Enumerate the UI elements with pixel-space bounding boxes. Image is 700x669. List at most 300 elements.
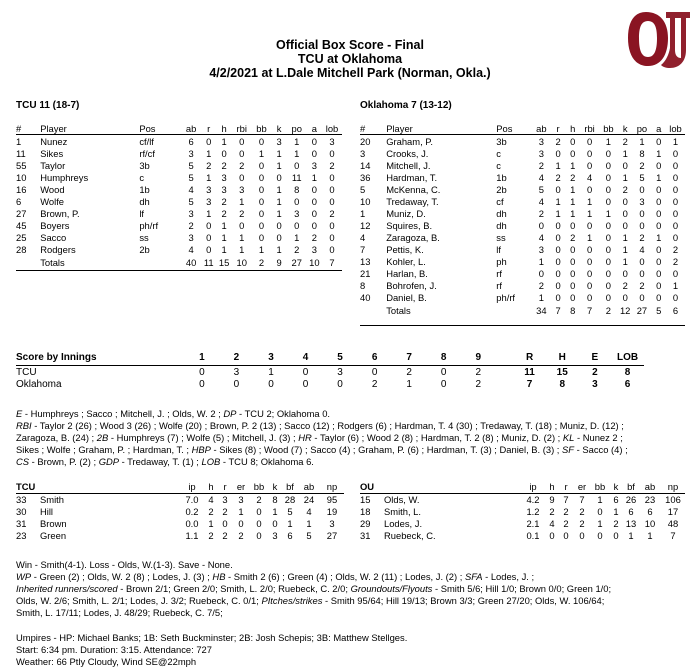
hr-label: HR bbox=[298, 432, 312, 443]
table-cell: 1b bbox=[139, 184, 150, 195]
table-cell: 1 bbox=[206, 148, 212, 159]
table-cell: 2 bbox=[538, 208, 544, 219]
totals-cell: 40 bbox=[185, 257, 197, 268]
table-cell: 0 bbox=[555, 292, 561, 303]
table-cell: 0 bbox=[311, 220, 317, 231]
table-cell: 0 bbox=[586, 244, 593, 255]
line-score-row bbox=[16, 379, 644, 391]
table-cell: 2 bbox=[256, 494, 262, 505]
table-cell: c bbox=[496, 160, 501, 171]
table-cell: 0 bbox=[586, 280, 593, 291]
2b-label: 2B bbox=[96, 432, 109, 443]
ps-text: - Smith 95/64; Hill 19/13; Brown 3/3; Green 27/20; Olds, W. 106/64; bbox=[322, 595, 605, 606]
table-cell: 2 bbox=[555, 136, 561, 147]
table-cell: 0 bbox=[622, 292, 628, 303]
column-header: h bbox=[549, 481, 555, 492]
table-cell: ph/rf bbox=[496, 292, 516, 303]
table-cell: 2 bbox=[221, 160, 227, 171]
table-cell: 0 bbox=[613, 530, 619, 541]
table-cell: 12 bbox=[360, 220, 371, 231]
table-cell: 0 bbox=[586, 160, 593, 171]
table-cell: 1 bbox=[221, 220, 227, 231]
table-cell: Nunez bbox=[40, 136, 68, 147]
table-cell: Zaragoza, B. bbox=[386, 232, 440, 243]
table-cell: 2 bbox=[329, 160, 335, 171]
table-cell: 2 bbox=[208, 506, 214, 517]
table-cell: 1 bbox=[555, 196, 561, 207]
gf-label: Groundouts/Flyouts bbox=[350, 583, 433, 594]
column-header: po bbox=[636, 123, 648, 134]
totals-cell: 10 bbox=[309, 257, 320, 268]
table-cell: Mitchell, J. bbox=[386, 160, 431, 171]
totals-cell: Totals bbox=[40, 257, 65, 268]
table-cell: 0 bbox=[329, 148, 335, 159]
table-cell: 3b bbox=[139, 160, 150, 171]
table-row bbox=[16, 196, 342, 208]
table-cell: 0 bbox=[586, 220, 593, 231]
table-cell: 2.1 bbox=[526, 518, 540, 529]
table-cell: 1 bbox=[276, 160, 282, 171]
cs-text: - Brown, P. (2) ; bbox=[29, 456, 97, 467]
table-cell: 45 bbox=[16, 220, 27, 231]
table-cell: 1 bbox=[287, 518, 293, 529]
table-cell: 2 bbox=[672, 244, 679, 255]
table-cell: 0 bbox=[294, 196, 300, 207]
table-cell: 0 bbox=[329, 196, 335, 207]
pitcher-row bbox=[16, 506, 344, 518]
weather: Weather: 66 Ptly Cloudy, Wind SE@22mph bbox=[16, 656, 197, 667]
column-header: r bbox=[207, 123, 211, 134]
column-header: bb bbox=[256, 123, 267, 134]
column-header: Player bbox=[386, 123, 413, 134]
table-cell: Smith, L. bbox=[384, 506, 421, 517]
table-cell: 1 bbox=[570, 160, 576, 171]
table-cell: 2 bbox=[563, 506, 569, 517]
table-cell: 3 bbox=[329, 518, 335, 529]
table-cell: 11 bbox=[291, 172, 302, 183]
table-cell: 28 bbox=[16, 244, 27, 255]
table-cell: 1 bbox=[221, 244, 227, 255]
away-team-title: TCU 11 (18-7) bbox=[16, 100, 80, 111]
table-cell: 31 bbox=[16, 518, 27, 529]
rhe-header: H bbox=[558, 352, 566, 363]
table-cell: 2 bbox=[639, 280, 645, 291]
table-cell: 0 bbox=[239, 172, 245, 183]
table-cell: 18 bbox=[360, 506, 371, 517]
pitching-notes bbox=[16, 559, 688, 619]
table-cell: 0 bbox=[570, 292, 576, 303]
inning-score: 3 bbox=[337, 367, 343, 378]
game-info bbox=[16, 632, 688, 668]
totals-cell: 7 bbox=[329, 257, 335, 268]
table-cell: 0 bbox=[555, 220, 561, 231]
table-cell: 0 bbox=[238, 518, 244, 529]
table-row bbox=[360, 268, 685, 280]
table-cell: 1 bbox=[239, 196, 245, 207]
table-cell: 8 bbox=[639, 148, 645, 159]
table-cell: 5 bbox=[538, 184, 544, 195]
table-cell: 19 bbox=[326, 506, 338, 517]
table-cell: 0 bbox=[258, 220, 265, 231]
table-cell: 13 bbox=[360, 256, 371, 267]
table-cell: Green bbox=[40, 530, 67, 541]
table-cell: 26 bbox=[625, 494, 637, 505]
table-row bbox=[360, 292, 685, 304]
table-cell: 0 bbox=[672, 148, 679, 159]
table-cell: Muniz, D. bbox=[386, 208, 426, 219]
table-cell: 0 bbox=[570, 280, 576, 291]
table-cell: 1 bbox=[276, 196, 282, 207]
table-cell: 6 bbox=[613, 494, 619, 505]
table-cell: 0 bbox=[329, 172, 335, 183]
table-cell: 4 bbox=[639, 244, 645, 255]
inning-score: 0 bbox=[302, 367, 309, 378]
table-cell: 0 bbox=[656, 220, 662, 231]
inning-header: 1 bbox=[199, 352, 205, 363]
ps-text-cont: Smith, L. 17/11; Lodes, J. 48/29; Ruebeck, C. 7/5; bbox=[16, 607, 223, 618]
table-cell: 1 bbox=[555, 160, 561, 171]
table-cell: 0 bbox=[639, 268, 645, 279]
table-cell: 0 bbox=[555, 268, 561, 279]
table-cell: 1 bbox=[586, 232, 593, 243]
table-cell: 0 bbox=[570, 244, 576, 255]
totals-cell: 10 bbox=[236, 257, 247, 268]
table-cell: dh bbox=[496, 208, 507, 219]
inning-header: 9 bbox=[475, 352, 482, 363]
table-cell: 0 bbox=[579, 530, 585, 541]
table-cell: 0 bbox=[258, 136, 265, 147]
table-cell: 23 bbox=[16, 530, 27, 541]
table-cell: 2 bbox=[639, 160, 645, 171]
table-row bbox=[360, 280, 685, 292]
table-cell: 4 bbox=[188, 184, 194, 195]
table-cell: 0 bbox=[622, 220, 628, 231]
table-cell: Squires, B. bbox=[386, 220, 433, 231]
table-cell: ss bbox=[139, 232, 149, 243]
table-cell: 3 bbox=[188, 232, 194, 243]
table-cell: 3 bbox=[311, 160, 317, 171]
gf-text: - Smith 5/6; Hill 1/0; Brown 0/0; Green 1/0; bbox=[432, 583, 612, 594]
line-score-table bbox=[16, 352, 644, 391]
table-cell: 0 bbox=[276, 232, 282, 243]
table-cell: 0 bbox=[538, 220, 544, 231]
totals-cell: 9 bbox=[276, 257, 282, 268]
table-cell: 0 bbox=[258, 184, 265, 195]
umpires: Umpires - HP: Michael Banks; 1B: Seth Buckminster; 2B: Josh Schepis; 3B: Matthew Stellges. bbox=[16, 632, 408, 643]
cs-label: CS bbox=[16, 456, 30, 467]
table-cell: 0 bbox=[605, 196, 612, 207]
table-cell: 1 bbox=[258, 244, 265, 255]
table-cell: 6 bbox=[647, 506, 653, 517]
table-cell: 8 bbox=[272, 494, 278, 505]
table-cell: 0 bbox=[605, 268, 612, 279]
table-cell: Wood bbox=[40, 184, 65, 195]
table-cell: 0 bbox=[597, 506, 603, 517]
table-cell: Smith bbox=[40, 494, 64, 505]
home-batting-table bbox=[360, 123, 685, 317]
totals-cell bbox=[139, 257, 181, 269]
table-cell: 0 bbox=[555, 184, 561, 195]
table-cell: 1.1 bbox=[185, 530, 199, 541]
column-header: rbi bbox=[236, 123, 247, 134]
table-cell: 17 bbox=[667, 506, 679, 517]
hr-text: - Taylor (6) ; Wood 2 (8) ; Hardman, T. 2 (8) ; Muniz, D. (2) ; bbox=[311, 432, 561, 443]
table-cell: 1 bbox=[276, 148, 282, 159]
inning-score: 2 bbox=[475, 367, 482, 378]
table-cell: 2 bbox=[239, 208, 245, 219]
table-cell: 1 bbox=[597, 494, 603, 505]
table-cell: 1 bbox=[613, 506, 619, 517]
table-cell: rf bbox=[496, 268, 503, 279]
table-cell: 1 bbox=[597, 518, 603, 529]
table-cell: 0 bbox=[222, 518, 228, 529]
inning-score: 2 bbox=[406, 367, 412, 378]
column-header: k bbox=[272, 481, 278, 492]
divider bbox=[16, 365, 644, 366]
line-score-title: Score by Innings bbox=[16, 352, 97, 363]
divider bbox=[360, 325, 685, 326]
table-cell: 2 bbox=[221, 208, 227, 219]
table-cell: 0 bbox=[555, 280, 561, 291]
table-row bbox=[16, 160, 342, 172]
table-cell: 30 bbox=[16, 506, 27, 517]
pitcher-row bbox=[360, 494, 685, 506]
table-cell: 1 bbox=[239, 244, 245, 255]
table-cell: 0 bbox=[639, 220, 645, 231]
report-title: Official Box Score - Final bbox=[276, 38, 424, 52]
table-row bbox=[360, 232, 685, 244]
table-cell: 0 bbox=[570, 256, 576, 267]
table-cell: Sacco bbox=[40, 232, 67, 243]
table-cell: c bbox=[139, 172, 145, 183]
table-cell: Brown bbox=[40, 518, 67, 529]
table-cell: 27 bbox=[326, 530, 338, 541]
table-cell: 1 bbox=[239, 232, 245, 243]
table-cell: Kohler, L. bbox=[386, 256, 426, 267]
table-row bbox=[16, 172, 342, 184]
column-header: Pos bbox=[139, 123, 156, 134]
table-cell: Wolfe bbox=[40, 196, 65, 207]
table-cell: 0 bbox=[656, 244, 662, 255]
totals-cell bbox=[496, 305, 532, 317]
table-row bbox=[360, 148, 685, 160]
table-cell: 1 bbox=[628, 530, 634, 541]
table-cell: 0 bbox=[656, 160, 662, 171]
column-header: ab bbox=[303, 481, 315, 492]
column-header: k bbox=[613, 481, 619, 492]
table-cell: 2b bbox=[496, 184, 507, 195]
table-cell: Sikes bbox=[40, 148, 64, 159]
table-cell: 0 bbox=[597, 530, 603, 541]
column-header: bf bbox=[627, 481, 635, 492]
inning-header: 6 bbox=[371, 352, 378, 363]
table-cell: 0 bbox=[672, 232, 679, 243]
inning-score: 0 bbox=[440, 379, 447, 390]
column-header: lob bbox=[669, 123, 682, 134]
table-cell: 0 bbox=[258, 160, 265, 171]
table-row bbox=[16, 184, 342, 196]
table-cell: 0.2 bbox=[185, 506, 199, 517]
table-row bbox=[360, 136, 685, 148]
table-cell: 2 bbox=[221, 196, 227, 207]
table-cell: 3 bbox=[311, 244, 317, 255]
table-cell: 2 bbox=[538, 160, 544, 171]
table-cell: 25 bbox=[16, 232, 27, 243]
table-row bbox=[16, 220, 342, 232]
rhe-value: 15 bbox=[556, 367, 568, 378]
table-cell: 5 bbox=[188, 160, 194, 171]
table-cell: 0 bbox=[206, 136, 212, 147]
table-cell: 0 bbox=[586, 256, 593, 267]
table-cell: 1 bbox=[221, 232, 227, 243]
table-cell: 0 bbox=[329, 184, 335, 195]
rhe-value: 8 bbox=[559, 379, 565, 390]
table-row bbox=[16, 136, 342, 148]
inning-score: 2 bbox=[371, 379, 378, 390]
column-header: a bbox=[656, 123, 662, 134]
table-cell: 0.0 bbox=[185, 518, 199, 529]
away-pitching-table bbox=[16, 481, 344, 542]
table-cell: 0 bbox=[639, 256, 645, 267]
rhe-header: E bbox=[591, 352, 599, 363]
table-cell: 0 bbox=[605, 184, 612, 195]
inning-score: 0 bbox=[233, 379, 240, 390]
matchup-title: TCU at Oklahoma bbox=[297, 52, 403, 66]
totals-cell: 8 bbox=[570, 305, 576, 316]
table-cell: 7 bbox=[579, 494, 585, 505]
e-label: E bbox=[16, 408, 23, 419]
inning-score: 0 bbox=[268, 379, 274, 390]
inning-score: 1 bbox=[406, 379, 412, 390]
table-cell: 2 bbox=[672, 256, 679, 267]
table-cell: 0 bbox=[329, 232, 335, 243]
table-cell: 1 bbox=[622, 172, 628, 183]
table-cell: 0 bbox=[656, 208, 662, 219]
sfa-label: SFA bbox=[464, 571, 483, 582]
totals-cell: 7 bbox=[555, 305, 561, 316]
column-header: h bbox=[208, 481, 214, 492]
table-cell: 1b bbox=[496, 172, 507, 183]
table-cell: Lodes, J. bbox=[384, 518, 423, 529]
table-cell: 0 bbox=[586, 148, 593, 159]
table-cell: 6 bbox=[287, 530, 293, 541]
table-cell: 1 bbox=[538, 256, 544, 267]
table-cell: 3 bbox=[360, 148, 366, 159]
pitcher-row bbox=[360, 506, 685, 518]
table-cell: 4 bbox=[306, 506, 312, 517]
rbi-text-cont: Zaragoza, B. (24) ; bbox=[16, 432, 95, 443]
table-cell: 3 bbox=[188, 208, 194, 219]
pitcher-row bbox=[360, 518, 685, 530]
sf-label: SF bbox=[562, 444, 575, 455]
table-cell: 14 bbox=[360, 160, 371, 171]
table-cell: 0 bbox=[586, 268, 593, 279]
table-cell: 2 bbox=[549, 506, 555, 517]
column-header: np bbox=[667, 481, 679, 492]
table-cell: Brown, P. bbox=[40, 208, 80, 219]
table-cell: 24 bbox=[303, 494, 315, 505]
table-cell: 4.2 bbox=[526, 494, 540, 505]
table-cell: 0 bbox=[605, 232, 612, 243]
table-cell: 0 bbox=[605, 256, 612, 267]
column-header: ab bbox=[185, 123, 197, 134]
table-cell: 5 bbox=[360, 184, 366, 195]
table-cell: rf/cf bbox=[139, 148, 155, 159]
table-cell: 0 bbox=[555, 148, 561, 159]
table-cell: 6 bbox=[188, 136, 194, 147]
inning-score: 2 bbox=[475, 379, 482, 390]
inning-score: 1 bbox=[268, 367, 274, 378]
totals-row bbox=[16, 257, 342, 269]
table-cell: 0 bbox=[206, 232, 212, 243]
table-cell: 0 bbox=[639, 292, 645, 303]
table-cell: 6 bbox=[628, 506, 634, 517]
table-cell: 0 bbox=[538, 268, 544, 279]
wp-label: WP bbox=[16, 571, 32, 582]
column-header: r bbox=[556, 123, 560, 134]
totals-cell: 15 bbox=[218, 257, 230, 268]
table-cell: 0 bbox=[311, 148, 317, 159]
divider bbox=[16, 270, 342, 271]
inning-score: 0 bbox=[337, 379, 343, 390]
table-cell: 3 bbox=[206, 196, 212, 207]
table-cell: 0 bbox=[276, 220, 282, 231]
table-row bbox=[16, 208, 342, 220]
table-cell: 2 bbox=[570, 232, 576, 243]
table-cell: 1 bbox=[306, 518, 312, 529]
totals-row bbox=[360, 305, 685, 317]
totals-cell bbox=[360, 305, 386, 317]
table-cell: 2 bbox=[622, 136, 628, 147]
table-cell: rf bbox=[496, 280, 503, 291]
away-batting-table bbox=[16, 123, 342, 269]
table-cell: 1 bbox=[570, 196, 576, 207]
table-cell: 1 bbox=[622, 232, 628, 243]
table-cell: 0 bbox=[276, 172, 282, 183]
table-cell: 4 bbox=[538, 232, 544, 243]
inning-header: 3 bbox=[268, 352, 274, 363]
inning-score: 0 bbox=[199, 367, 205, 378]
hbp-text: - Sikes (8) ; Wood (7) ; Sacco (4) ; Graham, P. (6) ; Hardman, T. (3) ; Daniel, B. (3) ; bbox=[210, 444, 560, 455]
table-cell: 0 bbox=[570, 136, 576, 147]
ps-label: PItches/strikes bbox=[261, 595, 323, 606]
rhe-header: LOB bbox=[617, 352, 639, 363]
totals-cell: 5 bbox=[656, 305, 662, 316]
inning-score: 0 bbox=[199, 379, 205, 390]
table-cell: 0 bbox=[311, 196, 317, 207]
column-header: ab bbox=[536, 123, 547, 134]
table-cell: Rodgers bbox=[40, 244, 76, 255]
table-cell: 27 bbox=[16, 208, 27, 219]
gdp-label: GDP bbox=[98, 456, 120, 467]
table-cell: 0 bbox=[639, 184, 645, 195]
divider bbox=[360, 134, 685, 135]
column-header: ab bbox=[644, 481, 656, 492]
table-cell: 3 bbox=[221, 184, 227, 195]
table-cell: 4 bbox=[188, 244, 194, 255]
ir-label: Inherited runners/scored bbox=[16, 583, 118, 594]
table-cell: 1 bbox=[570, 184, 576, 195]
table-cell: ph/rf bbox=[139, 220, 159, 231]
table-cell: Crooks, J. bbox=[386, 148, 429, 159]
table-cell: 3 bbox=[222, 494, 228, 505]
column-header: er bbox=[577, 481, 587, 492]
table-row bbox=[16, 244, 342, 256]
table-cell: 0 bbox=[239, 148, 245, 159]
table-cell: 1 bbox=[360, 208, 366, 219]
table-cell: Pettis, K. bbox=[386, 244, 424, 255]
table-cell: 0 bbox=[206, 220, 212, 231]
